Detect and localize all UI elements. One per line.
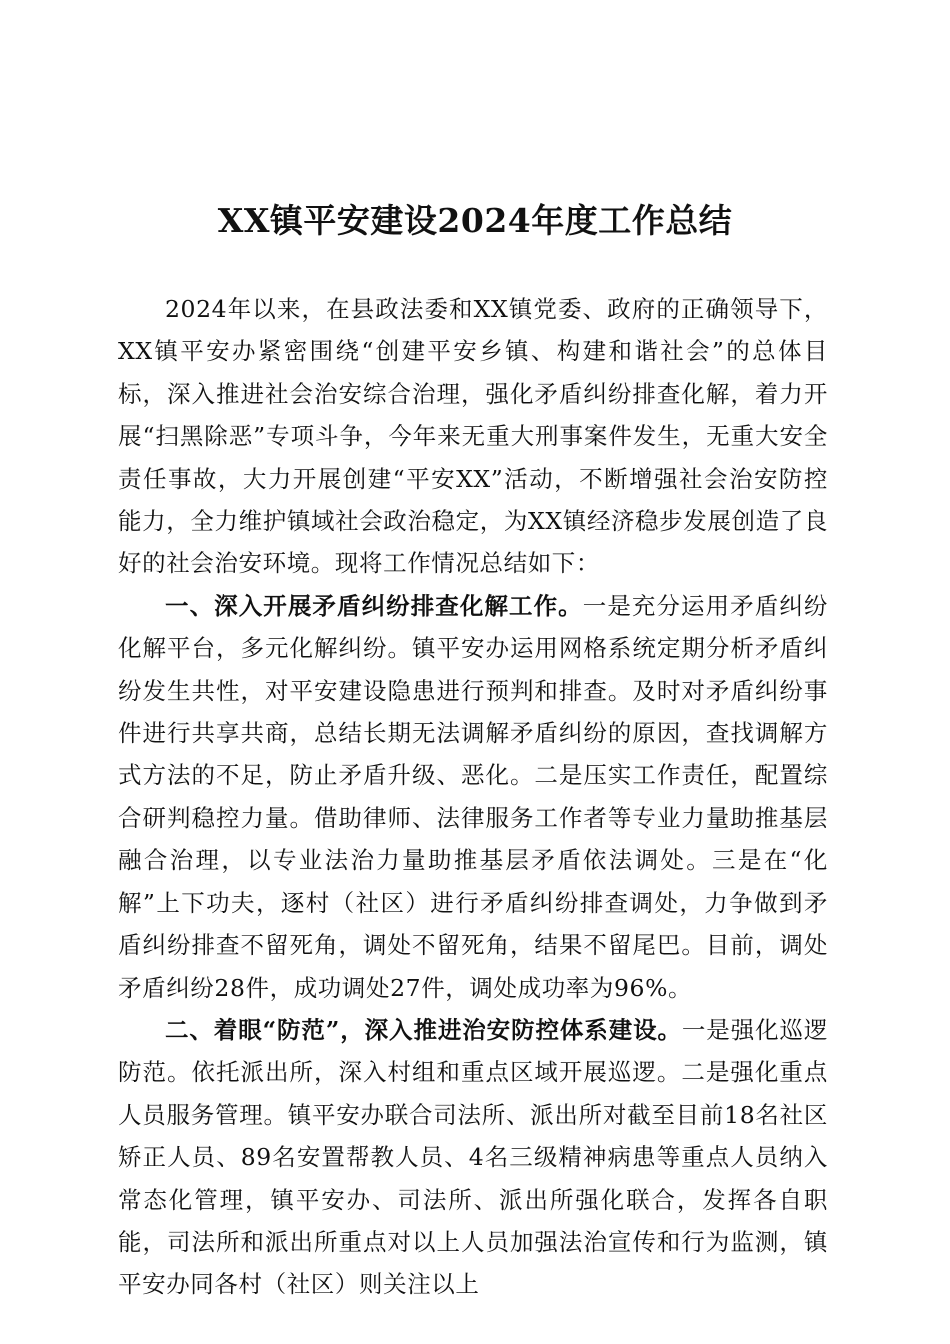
section-2-heading: 二、着眼“防范”，深入推进治安防控体系建设。 bbox=[165, 1015, 682, 1044]
document-title: XX镇平安建设2024年度工作总结 bbox=[217, 201, 733, 240]
section-1-heading: 一、深入开展矛盾纠纷排查化解工作。 bbox=[165, 591, 583, 620]
paragraph-section-2 bbox=[118, 1009, 828, 1306]
paragraph-intro-text: 2024年以来，在县政法委和XX镇党委、政府的正确领导下，XX镇平安办紧密围绕“创建平安乡镇、构建和谐社会”的总体目标，深入推进社会治安综合治理，强化矛盾纠纷排查化解，着力开展“扫黑除恶”专项斗争，今年来无重大刑事案件发生，无重大安全责任事故，大力开展创建“平安XX”活动，不断增强社会治安防控能力，全力维护镇域社会政治稳定，为XX镇经济稳步发展创造了良好的社会治安环境。现将工作情况总结如下： bbox=[118, 295, 828, 578]
document-body bbox=[118, 288, 828, 1306]
section-2-text: 一是强化巡逻防范。依托派出所，深入村组和重点区域开展巡逻。二是强化重点人员服务管理。镇平安办联合司法所、派出所对截至目前18名社区矫正人员、89名安置帮教人员、4名三级精神病患等重点人员纳入常态化管理，镇平安办、司法所、派出所强化联合，发挥各自职能，司法所和派出所重点对以上人员加强法治宣传和行为监测，镇平安办同各村（社区）则关注以上 bbox=[118, 1015, 829, 1299]
paragraph-section-1 bbox=[118, 585, 828, 1009]
paragraph-intro bbox=[118, 288, 828, 585]
section-1-text: 一是充分运用矛盾纠纷化解平台，多元化解纠纷。镇平安办运用网格系统定期分析矛盾纠纷发生共性，对平安建设隐患进行预判和排查。及时对矛盾纠纷事件进行共享共商，总结长期无法调解矛盾纠纷的原因，查找调解方式方法的不足，防止矛盾升级、恶化。二是压实工作责任，配置综合研判稳控力量。借助律师、法律服务工作者等专业力量助推基层融合治理，以专业法治力量助推基层矛盾依法调处。三是在“化解”上下功夫，逐村（社区）进行矛盾纠纷排查调处，力争做到矛盾纠纷排查不留死角，调处不留死角，结果不留尾巴。目前，调处矛盾纠纷28件，成功调处27件，调处成功率为96%。 bbox=[118, 591, 829, 1002]
